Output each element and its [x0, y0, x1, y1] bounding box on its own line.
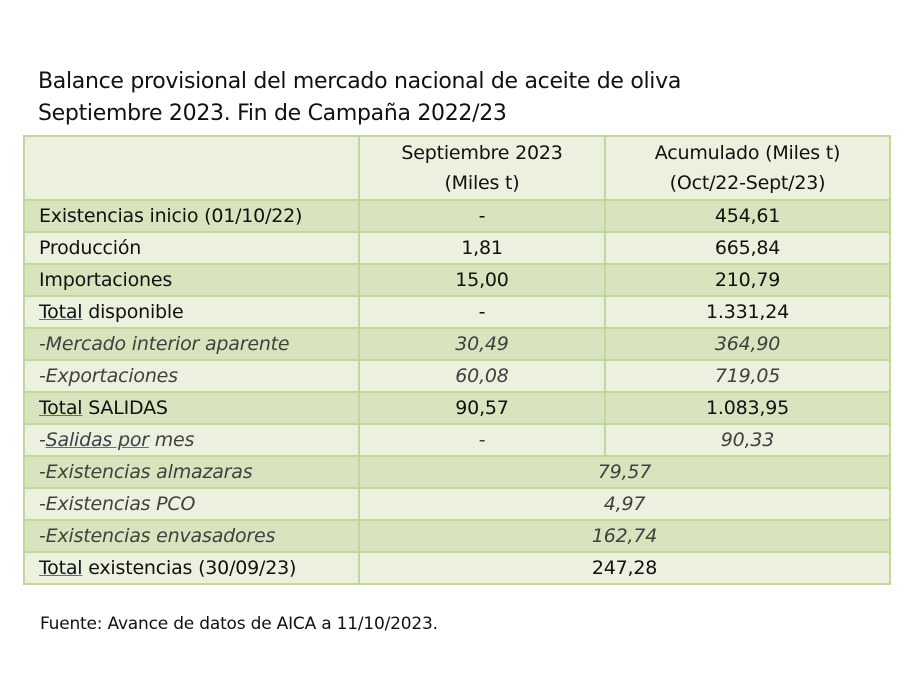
header-row: [24, 136, 890, 200]
row-accumulated-value: 454,61: [605, 200, 890, 232]
row-accumulated-value: 665,84: [605, 232, 890, 264]
row-label: -Exportaciones: [24, 360, 359, 392]
row-september-value: -: [359, 424, 605, 456]
table-row: [24, 488, 890, 520]
row-september-value: -: [359, 200, 605, 232]
row-label-rest: mes: [148, 429, 195, 451]
row-september-value: -: [359, 296, 605, 328]
row-september-value: 1,81: [359, 232, 605, 264]
table-row: [24, 552, 890, 584]
source-note: Fuente: Avance de datos de AICA a 11/10/2023.: [40, 614, 438, 634]
table-row: [24, 296, 890, 328]
row-label: -Existencias almazaras: [24, 456, 359, 488]
row-september-value: 90,57: [359, 392, 605, 424]
row-september-value: 30,49: [359, 328, 605, 360]
title-line-2: Septiembre 2023. Fin de Campaña 2022/23: [38, 101, 507, 126]
table-row: [24, 360, 890, 392]
row-merged-value: 4,97: [359, 488, 890, 520]
row-september-value: 60,08: [359, 360, 605, 392]
row-label: [24, 552, 359, 584]
row-label: Importaciones: [24, 264, 359, 296]
row-label-prefix: -: [39, 429, 46, 451]
table-title: [38, 66, 681, 130]
row-merged-value: 247,28: [359, 552, 890, 584]
table-row: [24, 392, 890, 424]
table-row: [24, 200, 890, 232]
row-label-underlined: Salidas por: [45, 429, 149, 451]
row-label-underlined: Total: [39, 557, 83, 579]
table-row: [24, 424, 890, 456]
row-label-underlined: Total: [39, 397, 83, 419]
row-merged-value: 162,74: [359, 520, 890, 552]
header-accumulated-period: (Oct/22-Sept/23): [669, 172, 826, 194]
title-line-1: Balance provisional del mercado nacional de aceite de oliva: [38, 69, 682, 94]
row-label: Producción: [24, 232, 359, 264]
row-label-rest: SALIDAS: [82, 397, 168, 419]
header-september-unit: (Miles t): [444, 172, 520, 194]
row-accumulated-value: 364,90: [605, 328, 890, 360]
row-accumulated-value: 1.331,24: [605, 296, 890, 328]
row-label-rest: existencias (30/09/23): [82, 557, 297, 579]
row-accumulated-value: 1.083,95: [605, 392, 890, 424]
table-row: [24, 456, 890, 488]
table-row: [24, 264, 890, 296]
table-row: [24, 328, 890, 360]
row-label: -Existencias envasadores: [24, 520, 359, 552]
row-accumulated-value: 719,05: [605, 360, 890, 392]
row-september-value: 15,00: [359, 264, 605, 296]
table-row: [24, 232, 890, 264]
row-label-underlined: Total: [39, 301, 83, 323]
row-label: -Mercado interior aparente: [24, 328, 359, 360]
row-label: [24, 296, 359, 328]
header-september: [359, 136, 605, 200]
table-row: [24, 520, 890, 552]
balance-table: [23, 135, 891, 585]
row-accumulated-value: 90,33: [605, 424, 890, 456]
row-label: [24, 424, 359, 456]
row-label: -Existencias PCO: [24, 488, 359, 520]
row-label: [24, 392, 359, 424]
row-label-rest: disponible: [82, 301, 184, 323]
header-accumulated-label: Acumulado (Miles t): [654, 142, 841, 164]
row-accumulated-value: 210,79: [605, 264, 890, 296]
header-empty-cell: [24, 136, 359, 200]
header-accumulated: [605, 136, 890, 200]
row-merged-value: 79,57: [359, 456, 890, 488]
row-label: Existencias inicio (01/10/22): [24, 200, 359, 232]
header-september-label: Septiembre 2023: [401, 142, 563, 164]
